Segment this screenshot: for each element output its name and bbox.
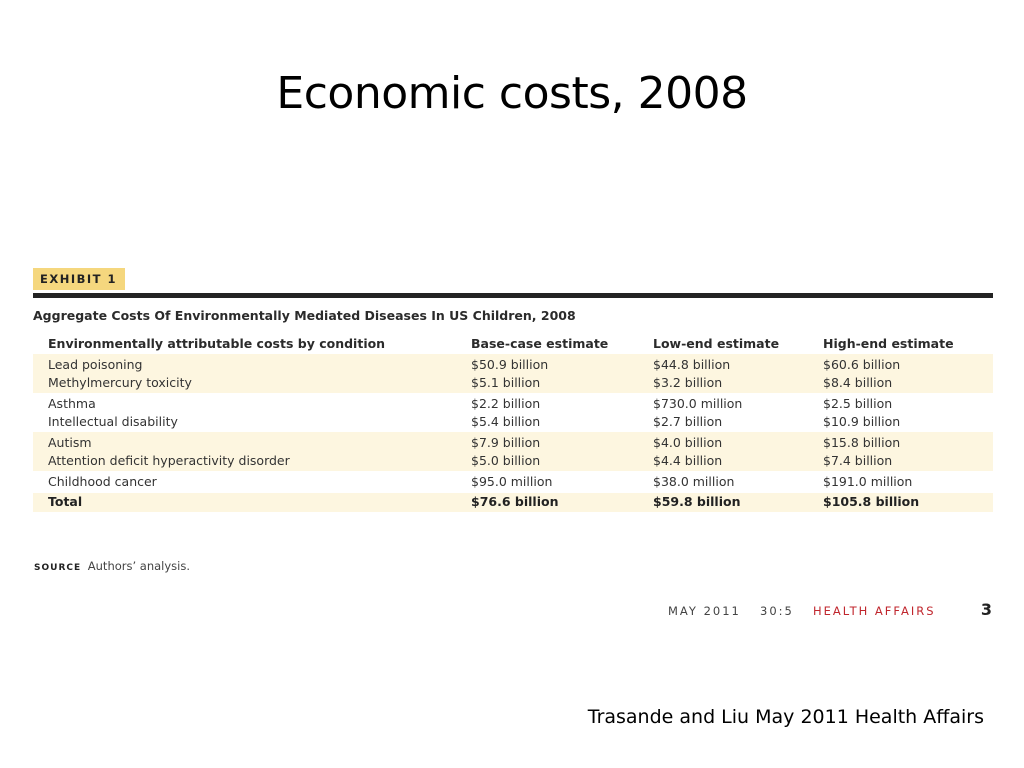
base-estimate-value: $50.9 billion	[471, 357, 549, 372]
total-high-value: $105.8 billion	[823, 493, 993, 512]
low-estimate-cell	[653, 432, 823, 471]
cost-table	[33, 334, 993, 512]
table-row	[33, 432, 993, 471]
exhibit-figure	[33, 268, 993, 512]
exhibit-title: Aggregate Costs Of Environmentally Mediated Diseases In US Children, 2008	[33, 308, 576, 323]
low-estimate-value: $44.8 billion	[653, 357, 731, 372]
high-estimate-value: $10.9 billion	[823, 414, 901, 429]
base-estimate-cell	[471, 432, 653, 471]
base-estimate-value: $2.2 billion	[471, 396, 541, 411]
base-estimate-value: $5.4 billion	[471, 414, 541, 429]
journal-page-number: 3	[980, 600, 992, 619]
journal-name: HEALTH AFFAIRS	[813, 604, 936, 618]
low-estimate-value: $730.0 million	[653, 396, 743, 411]
source-note	[34, 559, 190, 573]
slide-title: Economic costs, 2008	[276, 68, 748, 119]
column-header-condition: Environmentally attributable costs by condition	[48, 336, 386, 351]
high-estimate-cell	[823, 393, 993, 432]
condition-label: Autism	[48, 435, 92, 450]
condition-label: Lead poisoning	[48, 357, 143, 372]
total-row	[33, 493, 993, 512]
high-estimate-cell	[823, 354, 993, 393]
low-estimate-value: $4.0 billion	[653, 435, 723, 450]
base-estimate-value: $5.0 billion	[471, 453, 541, 468]
high-estimate-value: $7.4 billion	[823, 453, 893, 468]
condition-label: Intellectual disability	[48, 414, 178, 429]
low-estimate-value: $2.7 billion	[653, 414, 723, 429]
high-estimate-value: $60.6 billion	[823, 357, 901, 372]
base-estimate-value: $5.1 billion	[471, 375, 541, 390]
total-label: Total	[33, 493, 471, 512]
journal-volume: 30:5	[760, 604, 794, 618]
high-estimate-value: $8.4 billion	[823, 375, 893, 390]
exhibit-divider	[33, 293, 993, 298]
column-header-base: Base-case estimate	[471, 336, 609, 351]
condition-label: Childhood cancer	[48, 474, 157, 489]
condition-label: Asthma	[48, 396, 96, 411]
condition-label: Attention deficit hyperactivity disorder	[48, 453, 290, 468]
source-text: Authors’ analysis.	[87, 559, 191, 573]
high-estimate-value: $15.8 billion	[823, 435, 901, 450]
low-estimate-value: $3.2 billion	[653, 375, 723, 390]
base-estimate-cell	[471, 354, 653, 393]
condition-cell	[33, 432, 471, 471]
column-header-high: High-end estimate	[823, 336, 954, 351]
condition-cell	[33, 393, 471, 432]
slide-citation: Trasande and Liu May 2011 Health Affairs	[587, 706, 984, 728]
low-estimate-value: $4.4 billion	[653, 453, 723, 468]
low-estimate-cell	[653, 354, 823, 393]
column-header-low: Low-end estimate	[653, 336, 780, 351]
condition-label: Methylmercury toxicity	[48, 375, 192, 390]
journal-footer	[668, 600, 994, 622]
total-low-value: $59.8 billion	[653, 493, 823, 512]
table-row	[33, 354, 993, 393]
base-estimate-value: $95.0 million	[471, 474, 553, 489]
exhibit-label: EXHIBIT 1	[33, 268, 125, 290]
table-row	[33, 393, 993, 432]
base-estimate-cell	[471, 393, 653, 432]
base-estimate-value: $7.9 billion	[471, 435, 541, 450]
table-header-row	[33, 334, 993, 354]
source-label: SOURCE	[34, 563, 82, 573]
high-estimate-value: $191.0 million	[823, 474, 913, 489]
table-row	[33, 471, 993, 493]
total-base-value: $76.6 billion	[471, 493, 653, 512]
condition-cell	[33, 354, 471, 393]
low-estimate-cell	[653, 393, 823, 432]
low-estimate-value: $38.0 million	[653, 474, 735, 489]
high-estimate-value: $2.5 billion	[823, 396, 893, 411]
journal-date: MAY 2011	[668, 604, 741, 618]
high-estimate-cell	[823, 432, 993, 471]
